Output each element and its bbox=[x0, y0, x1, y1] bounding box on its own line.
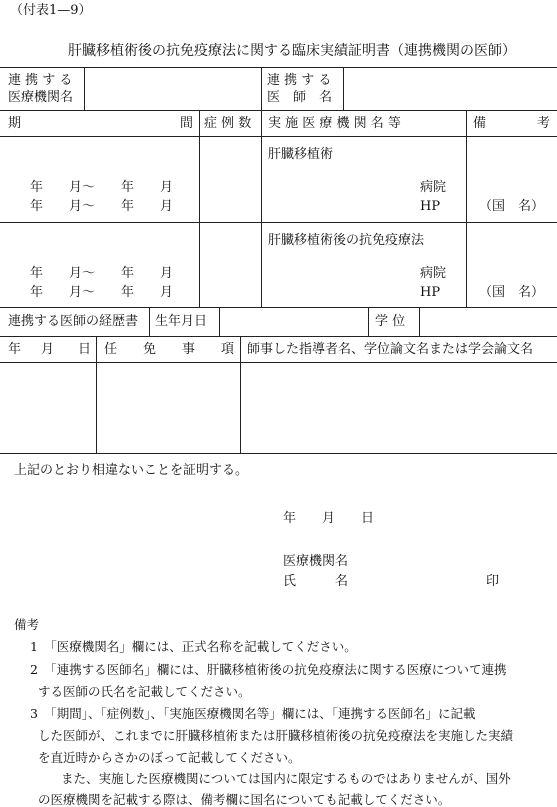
section1-country: （国 名） bbox=[479, 199, 545, 214]
section1-hp: HP bbox=[420, 199, 441, 214]
note-3-line1: 3 「期間」、「症例数」、「実施医療機関名等」欄には、「連携する医師名」に記載 bbox=[30, 706, 476, 721]
vrule-institution bbox=[466, 110, 467, 307]
rule-career-bottom bbox=[0, 336, 557, 337]
note-2-line1: 2 「連携する医師名」欄には、肝臓移植術後の抗免疫療法に関する医療について連携 bbox=[30, 662, 507, 677]
header-period-1: 期 bbox=[8, 116, 22, 131]
certification-institution-label: 医療機関名 bbox=[283, 554, 349, 569]
form-label: （付表1—9） bbox=[10, 3, 92, 18]
history-header-day: 日 bbox=[78, 342, 92, 357]
history-header-duty-3: 事 bbox=[182, 342, 196, 357]
history-date-cell[interactable] bbox=[1, 363, 95, 453]
section2-hp: HP bbox=[420, 285, 441, 300]
note-1: 1 「医療機関名」欄には、正式名称を記載してください。 bbox=[30, 639, 357, 654]
header-remarks-2: 考 bbox=[537, 116, 551, 131]
header-period-2: 間 bbox=[180, 116, 194, 131]
section1-hospital: 病院 bbox=[420, 180, 447, 195]
birthdate-field[interactable] bbox=[220, 308, 367, 335]
institution-name-field[interactable] bbox=[85, 68, 260, 109]
rule-row1-bottom bbox=[0, 110, 557, 111]
history-header-duty-4: 項 bbox=[221, 342, 235, 357]
history-duty-cell[interactable] bbox=[97, 363, 239, 453]
seal-mark: 印 bbox=[486, 574, 500, 589]
vrule-cases bbox=[261, 110, 262, 307]
degree-label: 学 位 bbox=[375, 314, 406, 329]
header-cases: 症 例 数 bbox=[204, 116, 252, 131]
doctor-label-line1: 連 携 す る bbox=[267, 73, 332, 88]
vrule-birth-value bbox=[368, 307, 369, 336]
history-header-year: 年 bbox=[8, 342, 22, 357]
history-header-month: 月 bbox=[41, 342, 55, 357]
note-4-line1: また、実施した医療機関については国内に限定するものではありませんが、国外 bbox=[61, 771, 511, 786]
note-2-line2: する医師の氏名を記載してください。 bbox=[38, 684, 251, 699]
section2-period-line1: 年 月～ 年 月 bbox=[30, 266, 174, 281]
vrule-period bbox=[199, 110, 200, 307]
section2-hospital: 病院 bbox=[420, 266, 447, 281]
section2-period-line2: 年 月～ 年 月 bbox=[30, 285, 174, 300]
history-mentor-cell[interactable] bbox=[241, 363, 556, 453]
notes-heading: 備考 bbox=[14, 617, 40, 632]
note-3-line3: を直近時からさかのぼって記載してください。 bbox=[38, 750, 301, 765]
section1-period-line1: 年 月～ 年 月 bbox=[30, 180, 174, 195]
note-4-line2: の医療機関を記載する際は、備考欄に国名についても記載してください。 bbox=[38, 792, 451, 807]
birthdate-label: 生年月日 bbox=[155, 314, 208, 329]
section1-period-line2: 年 月～ 年 月 bbox=[30, 199, 174, 214]
certification-date: 年 月 日 bbox=[283, 511, 375, 526]
section2-procedure: 肝臓移植術後の抗免疫療法 bbox=[268, 233, 425, 248]
vrule-career-label bbox=[149, 307, 150, 336]
doctor-name-field[interactable] bbox=[344, 68, 556, 109]
rule-section1-bottom bbox=[0, 222, 557, 223]
note-3-line2: した医師が、これまでに肝臓移植術または肝臓移植術後の抗免疫療法を実施した実績 bbox=[38, 728, 514, 743]
history-header-mentor: 師事した指導者名、学位論文名または学会論文名 bbox=[247, 342, 534, 357]
certification-name-label: 氏 名 bbox=[283, 574, 349, 589]
history-header-duty-2: 免 bbox=[143, 342, 157, 357]
header-remarks-1: 備 bbox=[473, 116, 487, 131]
section1-procedure: 肝臓移植術 bbox=[268, 147, 334, 162]
institution-label-line1: 連 携 す る bbox=[8, 73, 73, 88]
career-label: 連携する医師の経歴書 bbox=[8, 314, 139, 329]
history-header-duty-1: 任 bbox=[104, 342, 118, 357]
page-title: 肝臓移植術後の抗免疫療法に関する臨床実績証明書（連携機関の医師） bbox=[68, 43, 516, 59]
section2-country: （国 名） bbox=[479, 285, 545, 300]
degree-field[interactable] bbox=[420, 308, 556, 335]
rule-header-bottom bbox=[0, 136, 557, 137]
vrule-mid-row1 bbox=[261, 67, 262, 110]
institution-label-line2: 医療機関名 bbox=[8, 90, 74, 105]
doctor-label-line2: 医 師 名 bbox=[267, 90, 333, 105]
certification-statement: 上記のとおり相違ないことを証明する。 bbox=[14, 463, 249, 478]
header-institution: 実 施 医 療 機 関 名 等 bbox=[268, 116, 401, 131]
